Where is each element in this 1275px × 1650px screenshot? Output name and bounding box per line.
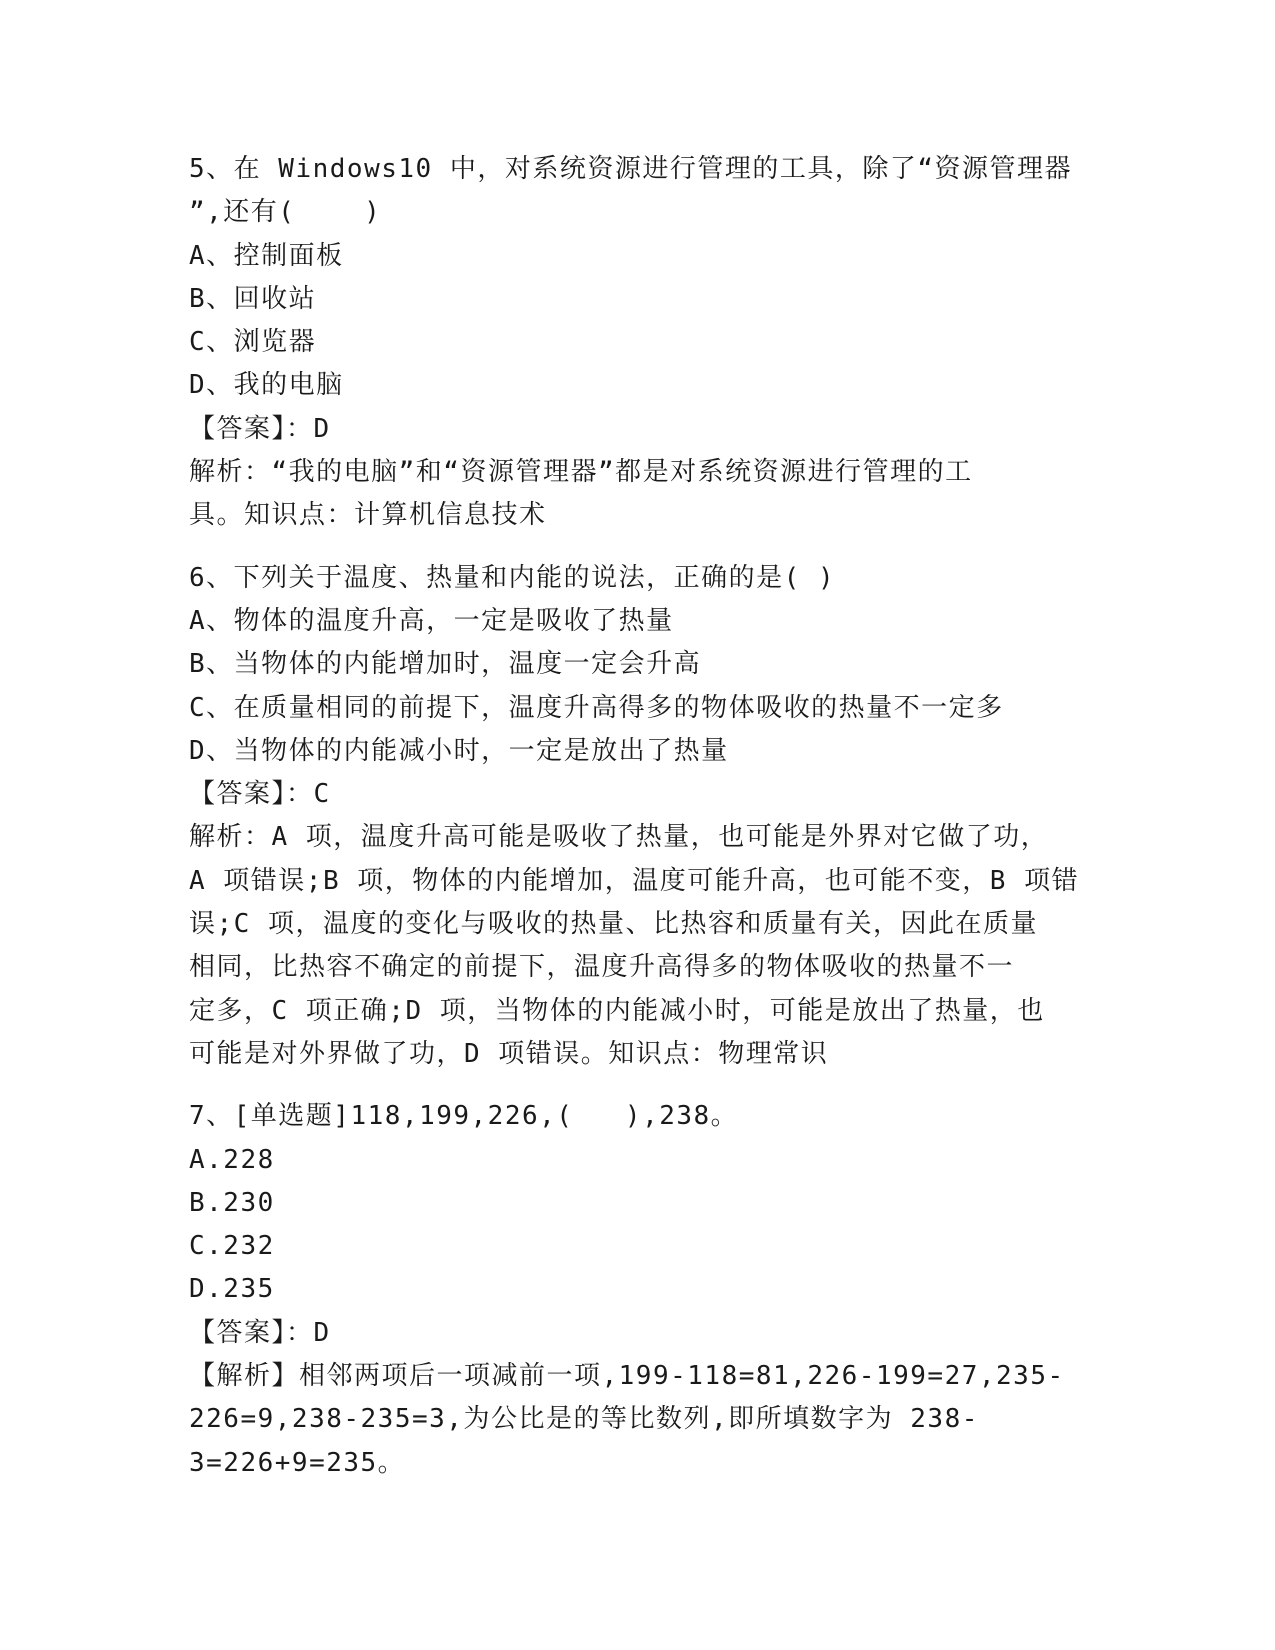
option-b: B、回收站 bbox=[189, 283, 317, 314]
explanation: 【解析】相邻两项后一项减前一项,199-118=81,226-199=27,235- bbox=[189, 1361, 1065, 1392]
explanation: 解析：“我的电脑”和“资源管理器”都是对系统资源进行管理的工 bbox=[189, 457, 973, 488]
option-d: D.235 bbox=[189, 1274, 275, 1305]
question-stem: 6、下列关于温度、热量和内能的说法，正确的是( ) bbox=[189, 562, 836, 593]
option-a: A、控制面板 bbox=[189, 240, 344, 271]
option-a: A.228 bbox=[189, 1144, 275, 1175]
option-d: D、我的电脑 bbox=[189, 370, 344, 401]
explanation: A 项错误;B 项，物体的内能增加，温度可能升高，也可能不变，B 项错 bbox=[189, 865, 1080, 896]
explanation: 具。知识点：计算机信息技术 bbox=[189, 500, 547, 531]
option-c: C.232 bbox=[189, 1231, 275, 1262]
question-5 bbox=[189, 148, 1089, 538]
explanation: 解析：A 项，温度升高可能是吸收了热量，也可能是外界对它做了功， bbox=[189, 822, 1049, 853]
question-stem: 5、在 Windows10 中，对系统资源进行管理的工具，除了“资源管理器 bbox=[189, 154, 1072, 184]
document-page bbox=[189, 148, 1089, 1485]
question-stem: 7、[单选题]118,199,226,( ),238。 bbox=[189, 1101, 739, 1132]
question-7 bbox=[189, 1095, 1089, 1485]
explanation: 可能是对外界做了功，D 项错误。知识点：物理常识 bbox=[189, 1038, 829, 1069]
option-c: C、浏览器 bbox=[189, 327, 317, 358]
explanation: 3=226+9=235。 bbox=[189, 1447, 406, 1478]
explanation: 定多，C 项正确;D 项，当物体的内能减小时，可能是放出了热量，也 bbox=[189, 995, 1045, 1026]
option-d: D、当物体的内能减小时，一定是放出了热量 bbox=[189, 735, 729, 766]
answer: 【答案】：D bbox=[189, 1317, 331, 1348]
option-b: B、当物体的内能增加时，温度一定会升高 bbox=[189, 649, 702, 680]
option-a: A、物体的温度升高，一定是吸收了热量 bbox=[189, 605, 674, 636]
answer: 【答案】：D bbox=[189, 413, 331, 444]
answer: 【答案】：C bbox=[189, 779, 331, 810]
explanation: 226=9,238-235=3,为公比是的等比数列,即所填数字为 238- bbox=[189, 1404, 979, 1435]
question-6 bbox=[189, 557, 1089, 1077]
option-b: B.230 bbox=[189, 1187, 275, 1218]
explanation: 相同，比热容不确定的前提下，温度升高得多的物体吸收的热量不一 bbox=[189, 952, 1015, 983]
question-stem: ”,还有( ) bbox=[189, 197, 382, 228]
explanation: 误;C 项，温度的变化与吸收的热量、比热容和质量有关，因此在质量 bbox=[189, 909, 1038, 940]
option-c: C、在质量相同的前提下，温度升高得多的物体吸收的热量不一定多 bbox=[189, 692, 1004, 723]
spacer bbox=[189, 538, 1089, 557]
spacer bbox=[189, 1076, 1089, 1095]
